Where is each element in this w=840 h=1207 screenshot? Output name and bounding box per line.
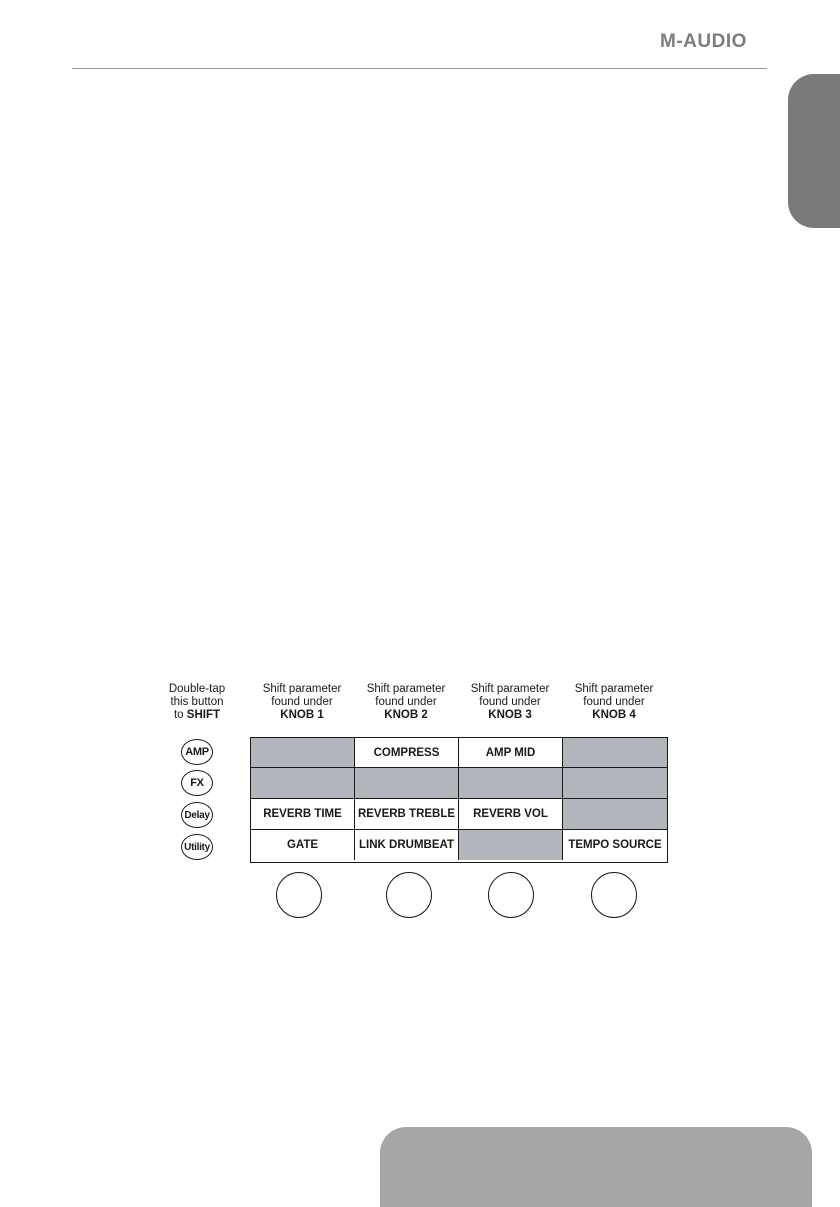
param-cell-delay-knob4 — [563, 799, 667, 830]
fx-mode-button: FX — [181, 770, 213, 796]
knob-4-column-head: Shift parameter found under KNOB 4 — [574, 683, 654, 721]
knob-1 — [276, 872, 322, 918]
language-tab — [788, 74, 840, 228]
param-cell-fx-knob2 — [355, 768, 459, 799]
param-cell-utility-knob4: TEMPO SOURCE — [568, 839, 662, 851]
header-divider — [72, 68, 767, 69]
param-cell-fx-knob4 — [563, 768, 667, 799]
param-cell-delay-knob3: REVERB VOL — [459, 799, 563, 830]
amp-mode-button: AMP — [181, 739, 213, 765]
utility-mode-button: Utility — [181, 834, 213, 860]
param-cell-amp-knob4 — [563, 738, 667, 768]
param-cell-amp-knob3: AMP MID — [459, 738, 563, 768]
param-cell-amp-knob2: COMPRESS — [355, 738, 459, 768]
brand-logo: M-AUDIO — [660, 31, 747, 52]
param-cell-fx-knob3 — [459, 768, 563, 799]
param-cell-utility-knob1: GATE — [251, 830, 355, 860]
param-cell-utility-knob3 — [459, 830, 563, 860]
shift-column-head: Double-tap this button to SHIFT — [168, 683, 226, 721]
knob-2-column-head: Shift parameter found under KNOB 2 — [366, 683, 446, 721]
param-cell-delay-knob2: REVERB TREBLE — [355, 799, 459, 830]
shift-parameter-grid — [250, 737, 668, 863]
param-cell-amp-knob1 — [251, 738, 355, 768]
knob-1-column-head: Shift parameter found under KNOB 1 — [262, 683, 342, 721]
param-cell-fx-knob1 — [251, 768, 355, 799]
knob-4 — [591, 872, 637, 918]
param-cell-delay-knob1: REVERB TIME — [251, 799, 355, 830]
param-cell-utility-knob2: LINK DRUMBEAT — [355, 830, 459, 860]
delay-mode-button: Delay — [181, 802, 213, 828]
knob-3 — [488, 872, 534, 918]
knob-3-column-head: Shift parameter found under KNOB 3 — [470, 683, 550, 721]
knob-2 — [386, 872, 432, 918]
footer-tab — [380, 1127, 812, 1207]
